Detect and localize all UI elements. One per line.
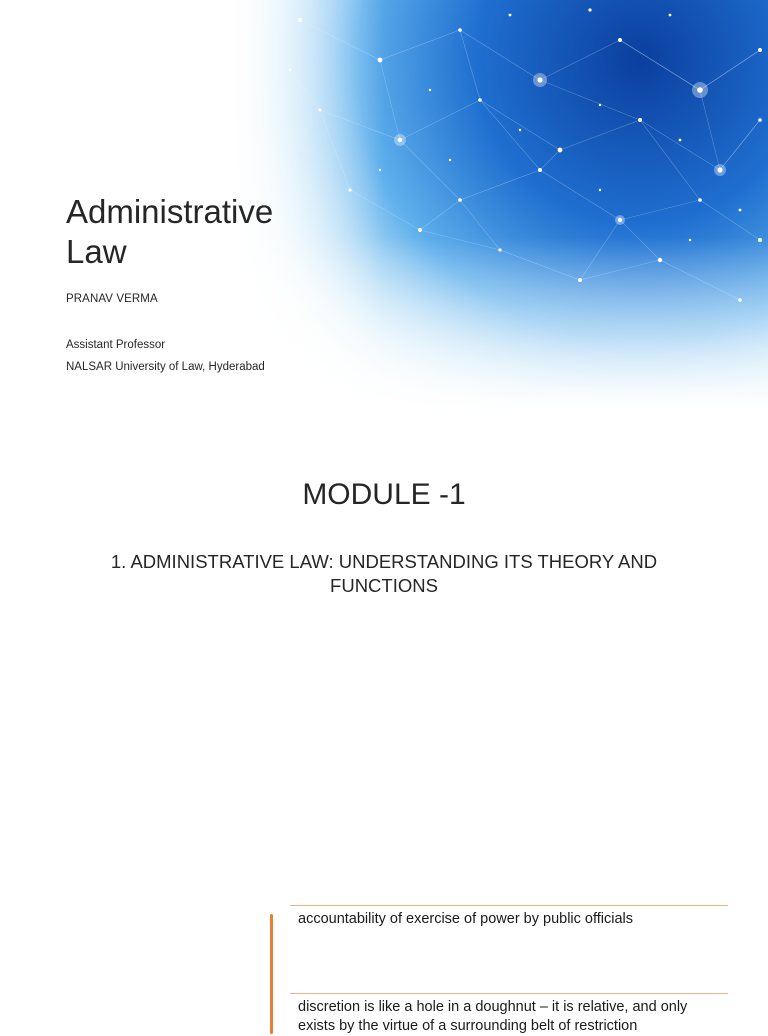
- author-role: Assistant Professor: [66, 339, 166, 351]
- point-text: accountability of exercise of power by public officials: [298, 911, 634, 927]
- author-name: PRANAV VERMA: [66, 293, 158, 305]
- module-heading: MODULE -1: [302, 478, 466, 511]
- title-slide: [0, 0, 768, 432]
- presentation-title: [66, 192, 326, 272]
- module-subheading: 1. ADMINISTRATIVE LAW: UNDERSTANDING ITS THEORY AND FUNCTIONS: [110, 551, 658, 596]
- point-item: [290, 905, 728, 929]
- points-slide: [0, 864, 768, 1034]
- point-text: discretion is like a hole in a doughnut – it is relative, and only exists by the virtue of a surrounding belt of restriction: [298, 999, 688, 1034]
- point-item: [290, 993, 728, 1036]
- accent-bar: [270, 914, 273, 1034]
- module-slide: [0, 432, 768, 864]
- title-line-2: Law: [66, 233, 127, 270]
- author-institution: NALSAR University of Law, Hyderabad: [66, 361, 265, 373]
- title-line-1: Administrative: [66, 193, 274, 230]
